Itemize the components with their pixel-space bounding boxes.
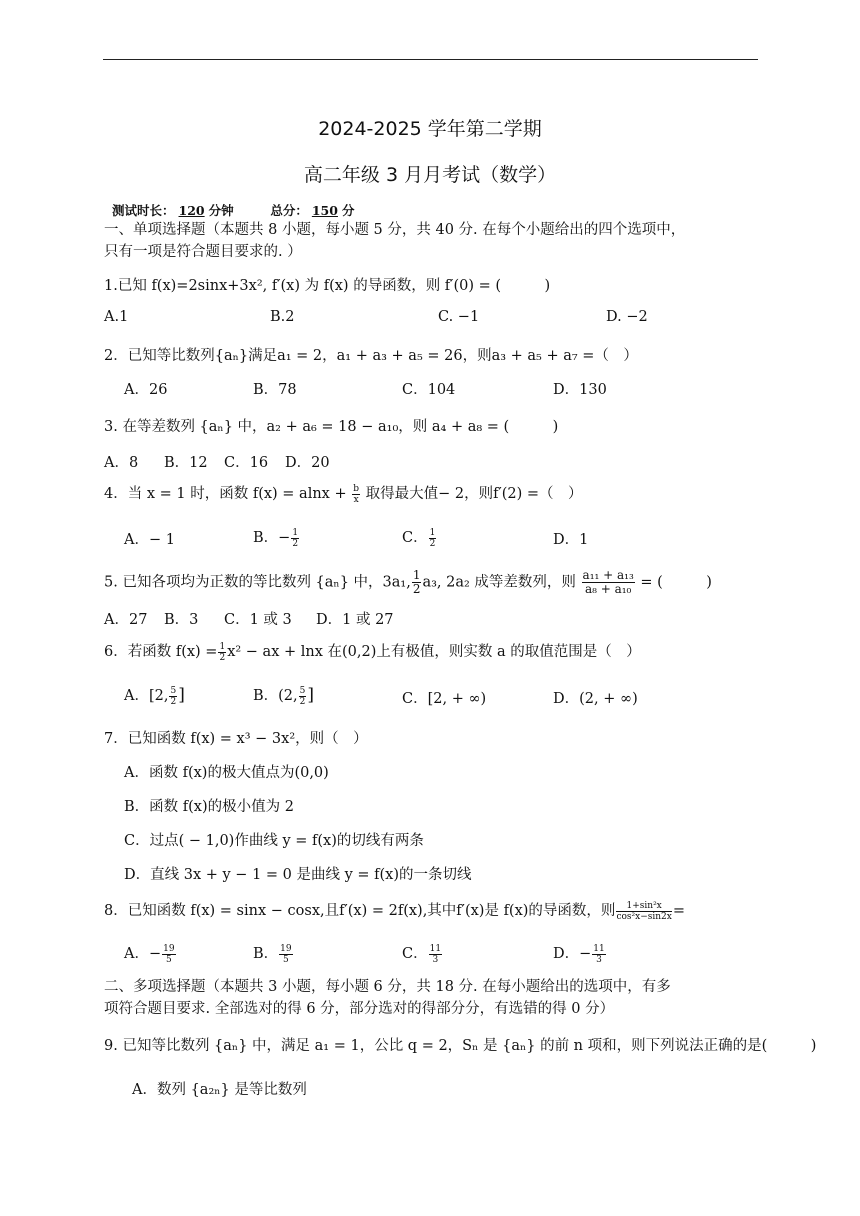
q6-option-a: A．[2, $\frac{5}{2}$ ] [124,685,185,707]
q9-option-a: A．数列 {a₂ₙ} 是等比数列 [132,1082,307,1098]
q4-stem-part2: 取得最大值− 2，则f′(2) =（ ） [365,486,583,502]
q4-fraction [352,484,360,505]
q3-option-d: D．20 [285,455,330,471]
q4-frac-den: x [353,494,359,505]
q8-option-a-fraction [162,944,175,965]
q7-option-d: D．直线 3x + y − 1 = 0 是曲线 y = f(x)的一条切线 [124,867,472,883]
q6-frac-num: 1 [219,641,226,652]
q6-option-a-prefix: A．[2, [124,688,169,704]
q2-option-b: B．78 [253,382,297,398]
q8-stem-part1: 8．已知函数 f(x) = sinx − cosx,且f′(x) = 2f(x),其中f′(x)是 f(x)的导函数，则 [104,903,616,919]
q8-option-d [553,942,607,965]
section2-line1: 二、多项选择题（本题共 3 小题，每小题 6 分，共 18 分. 在每小题给出的选项中，有多 [104,979,671,995]
q5-stem-part2: a₃, 2a₂ 成等差数列，则 [422,574,576,591]
q2-option-d: D．130 [553,382,607,398]
q4-option-b-fraction [291,528,299,549]
exam-title-subject: 高二年级 3 月月考试（数学） [303,164,557,186]
q4-option-a: A．− 1 [124,532,175,548]
q5-ratio-den: a₈ + a₁₀ [584,582,632,596]
q5-stem-part3: = ( ) [640,574,712,591]
section2-heading [104,976,671,1020]
q6-option-b-prefix: B．(2, [253,688,298,704]
q3-option-c: C．16 [224,455,269,471]
q3-option-b: B．12 [164,455,208,471]
q5-option-b: B．3 [164,612,199,628]
score-value: 150 [311,203,338,218]
duration-label: 测试时长： [112,203,175,218]
q8-option-d-prefix: D．− [553,946,592,962]
q6-stem-part1: 6．若函数 f(x) = [104,644,218,660]
question-7-stem: 7．已知函数 f(x) = x³ − 3x²，则（ ） [104,731,368,747]
q5-option-c: C．1 或 3 [224,612,292,628]
question-1-stem: 1.已知 f(x)=2sinx+3x², f′(x) 为 f(x) 的导函数，则 f′(0) = ( ) [104,278,551,294]
section1-heading [104,219,685,263]
q8-frac-num: 1+sin²x [616,901,671,912]
q6-option-d: D．(2, + ∞) [553,691,638,707]
q5-stem-part1: 5. 已知各项均为正数的等比数列 {aₙ} 中，3a₁, [104,574,411,591]
q5-option-a: A．27 [104,612,148,628]
duration-value: 120 [178,203,205,218]
q8-option-b-fraction [279,944,292,965]
q2-option-a: A．26 [124,382,168,398]
score-unit: 分 [341,203,355,218]
q4-option-b-prefix: B．− [253,530,291,546]
q6-option-b-den: 2 [299,696,306,707]
q8-option-a [124,942,177,965]
question-5-stem [104,569,712,596]
question-3-stem: 3. 在等差数列 {aₙ} 中，a₂ + a₆ = 18 − a₁₀，则 a₄ + a₈ = ( ) [104,419,559,435]
q1-option-c: C. −1 [438,309,480,325]
q4-option-b-num: 1 [292,527,299,538]
section1-line2: 只有一项是符合题目要求的. ） [104,244,302,260]
q4-option-c-den: 2 [429,538,436,549]
top-rule [103,59,758,60]
q7-option-a: A．函数 f(x)的极大值点为(0,0) [124,765,329,781]
q1-option-a: A.1 [104,309,129,325]
q2-option-c: C．104 [402,382,456,398]
q7-option-c: C．过点( − 1,0)作曲线 y = f(x)的切线有两条 [124,833,424,849]
q5-half-fraction [412,569,422,596]
q5-option-d: D．1 或 27 [316,612,394,628]
q4-option-c [402,526,437,549]
q8-option-b [253,942,294,965]
q8-option-c [402,942,443,965]
q8-option-a-den: 5 [165,954,172,965]
q8-option-b-den: 5 [283,954,289,965]
duration-unit: 分钟 [208,203,234,218]
q8-frac-den: cos²x−sin2x [616,911,672,922]
q4-option-c-fraction [429,528,437,549]
q8-option-c-fraction [429,944,442,965]
score-label: 总分： [270,203,308,218]
q8-option-c-prefix: C． [402,946,428,962]
q1-option-d: D. −2 [606,309,648,325]
q8-option-d-num: 11 [593,943,605,954]
section2-line2: 项符合题目要求. 全部选对的得 6 分，部分选对的得部分分，有选错的得 0 分） [104,1001,615,1017]
q8-option-d-fraction [592,944,605,965]
q6-stem-part2: x² − ax + lnx 在(0,2)上有极值，则实数 a 的取值范围是（ ） [227,644,641,660]
question-4-stem [104,482,583,505]
q4-frac-num: b [353,483,359,494]
q4-stem-part1: 4．当 x = 1 时，函数 f(x) = alnx + [104,486,347,502]
q5-ratio-num: a₁₁ + a₁₃ [582,568,634,582]
q6-option-a-num: 5 [170,685,177,696]
q6-frac-den: 2 [219,652,226,663]
q1-option-b: B.2 [270,309,295,325]
q6-option-b-fraction [299,686,307,707]
q6-option-b-num: 5 [299,685,306,696]
question-8-stem [104,899,685,922]
q4-option-d: D．1 [553,532,589,548]
q7-option-b: B．函数 f(x)的极小值为 2 [124,799,294,815]
q6-option-c: C．[2, + ∞) [402,691,487,707]
q5-half-num: 1 [412,568,421,582]
question-6-stem [104,640,641,663]
q6-option-b: B．(2, $\frac{5}{2}$ ] [253,685,315,707]
q8-option-b-prefix: B． [253,946,279,962]
q6-fraction [218,642,226,663]
q4-option-c-prefix: C． [402,530,428,546]
section1-line1: 一、单项选择题（本题共 8 小题，每小题 5 分，共 40 分. 在每个小题给出的四个选项中， [104,222,686,238]
exam-meta [112,201,354,219]
q8-option-d-den: 3 [596,954,602,965]
question-9-stem: 9. 已知等比数列 {aₙ} 中，满足 a₁ = 1，公比 q = 2，Sₙ 是 {aₙ} 的前 n 项和，则下列说法正确的是( ) [104,1038,817,1054]
q8-fraction [616,901,671,922]
q8-option-c-den: 3 [432,954,439,965]
exam-title-year: 2024-2025 学年第二学期 [318,118,542,140]
q4-option-b [253,526,300,549]
q4-option-c-num: 1 [429,527,436,538]
q8-option-a-num: 19 [163,943,175,954]
q8-stem-part2: = [672,903,685,919]
question-2-stem: 2．已知等比数列{aₙ}满足a₁ = 2，a₁ + a₃ + a₅ = 26，则a₃ + a₅ + a₇ =（ ） [104,348,638,364]
q5-half-den: 2 [412,582,421,596]
q6-option-a-fraction [169,686,177,707]
q8-option-a-prefix: A．− [124,946,162,962]
q5-ratio-fraction [582,569,635,596]
q6-option-a-den: 2 [170,696,177,707]
q4-option-b-den: 2 [292,538,299,549]
q3-option-a: A．8 [104,455,139,471]
q8-option-b-num: 19 [280,943,292,954]
q8-option-c-num: 11 [429,943,442,954]
